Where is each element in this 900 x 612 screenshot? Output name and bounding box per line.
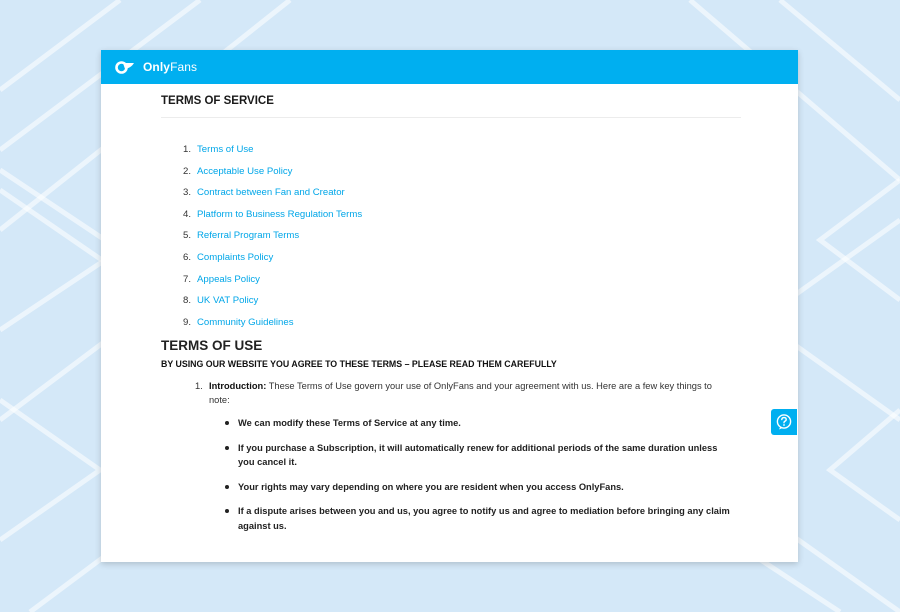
toc-link-acceptable-use[interactable]: Acceptable Use Policy	[197, 165, 293, 177]
list-item: If you purchase a Subscription, it will automatically renew for additional periods of the same duration unless you cancel it.	[225, 441, 735, 470]
introduction-label: Introduction:	[209, 381, 267, 392]
list-item: If a dispute arises between you and us, you agree to notify us and agree to mediation before bringing any claim against us.	[225, 504, 735, 533]
toc-link-fan-creator-contract[interactable]: Contract between Fan and Creator	[197, 187, 345, 199]
toc-link-referral-program[interactable]: Referral Program Terms	[197, 230, 300, 242]
help-button[interactable]	[771, 409, 797, 435]
toc-link-p2b-terms[interactable]: Platform to Business Regulation Terms	[197, 208, 363, 220]
toc-link-appeals-policy[interactable]: Appeals Policy	[197, 273, 260, 285]
introduction-text: These Terms of Use govern your use of OnlyFans and your agreement with us. Here are a few key things to note:	[209, 381, 712, 406]
top-bar	[101, 50, 798, 84]
toc-item: 7. Appeals Policy	[182, 273, 260, 285]
agreement-warning: BY USING OUR WEBSITE YOU AGREE TO THESE TERMS – PLEASE READ THEM CAREFULLY	[161, 359, 557, 370]
section-title: TERMS OF USE	[161, 338, 263, 354]
toc-link-complaints-policy[interactable]: Complaints Policy	[197, 251, 274, 263]
toc-item: 9. Community Guidelines	[182, 316, 294, 328]
toc-item: 4. Platform to Business Regulation Terms	[182, 208, 363, 220]
brand-logo[interactable]	[115, 59, 197, 75]
table-of-contents	[175, 144, 741, 338]
toc-item: 2. Acceptable Use Policy	[182, 165, 293, 177]
page-title: TERMS OF SERVICE	[161, 95, 741, 118]
main-content	[161, 84, 741, 543]
toc-link-uk-vat-policy[interactable]: UK VAT Policy	[197, 295, 259, 307]
list-item: Your rights may vary depending on where you are resident when you access OnlyFans.	[225, 480, 735, 495]
toc-item: 5. Referral Program Terms	[182, 230, 300, 242]
toc-item: 6. Complaints Policy	[182, 251, 274, 263]
toc-item: 1. Terms of Use	[182, 144, 254, 155]
toc-item: 8. UK VAT Policy	[182, 295, 259, 307]
toc-item: 3. Contract between Fan and Creator	[182, 187, 345, 199]
list-item: We can modify these Terms of Service at any time.	[225, 416, 735, 431]
terms-window	[101, 50, 798, 562]
introduction-paragraph: 1. Introduction: These Terms of Use govern your use of OnlyFans and your agreement with us. Here are a few key things to note:	[195, 381, 712, 406]
toc-link-community-guidelines[interactable]: Community Guidelines	[197, 316, 294, 328]
help-question-icon	[775, 413, 793, 431]
onlyfans-logo-icon	[115, 59, 135, 75]
brand-name: OnlyFans	[143, 60, 198, 74]
toc-link-terms-of-use[interactable]: Terms of Use	[197, 144, 254, 155]
key-points-list	[225, 416, 735, 533]
